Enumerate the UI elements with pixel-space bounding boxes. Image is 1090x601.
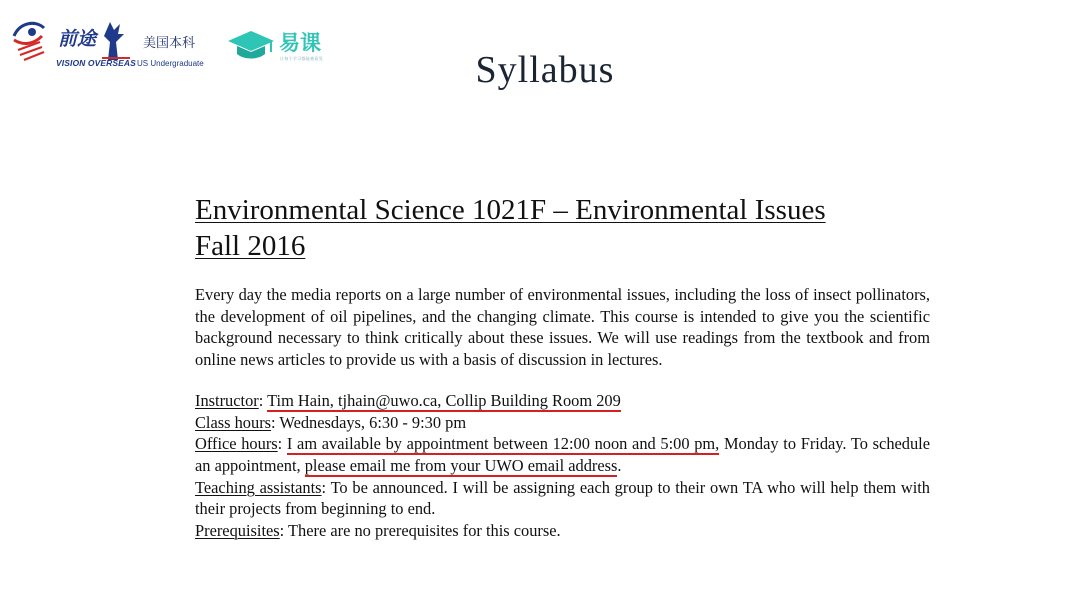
vision-overseas-en-name: VISION OVERSEAS [56,58,136,68]
class-hours-row: Class hours: Wednesdays, 6:30 - 9:30 pm [195,412,467,432]
yike-slogan: 让每个学习都能被看见 [280,56,323,61]
prerequisites-label: Prerequisites [195,521,280,541]
prerequisites-value: There are no prerequisites for this course. [288,521,561,541]
yike-cn-name: 易课 [279,31,321,55]
office-hours-availability: I am available by appointment between 12:00 noon and 5:00 pm, [286,434,720,454]
vision-overseas-cn-label: 美国本科 [143,36,196,51]
course-title-line2: Fall 2016 [195,230,306,262]
office-hours-label: Office hours [195,434,278,454]
instructor-value: Tim Hain, tjhain@uwo.ca, Collip Building Room 209 [267,390,621,410]
class-hours-label: Class hours [195,412,272,432]
office-hours-end: . [617,455,622,475]
instructor-row: Instructor: Tim Hain, tjhain@uwo.ca, Collip Building Room 209 [195,390,621,410]
syllabus-document [195,192,930,542]
slide-title: Syllabus [475,49,615,91]
vision-overseas-cn-name: 前途 [58,28,97,50]
prerequisites-row: Prerequisites: There are no prerequisites for this course. [195,521,561,541]
course-title [195,192,930,264]
office-hours-email-note: please email me from your UWO email address [304,455,618,475]
teaching-assistants-row: Teaching assistants: To be announced. I will be assigning each group to their own TA who will help them with their projects from beginning to end. [195,477,931,519]
instructor-label: Instructor [195,390,259,410]
class-hours-value: Wednesdays, 6:30 - 9:30 pm [279,412,467,432]
vision-overseas-en-sub: US Undergraduate [137,59,204,68]
course-title-line1: Environmental Science 1021F – Environmental Issues [195,194,826,226]
office-hours-days: Monday to Friday. To schedule an appointment, [195,434,931,475]
teaching-assistants-label: Teaching assistants [195,477,322,497]
office-hours-row: Office hours: I am available by appointment between 12:00 noon and 5:00 pm, Monday to Friday. To schedule an appointment, please email me from your UWO email address. [195,434,931,475]
course-info [195,390,930,542]
course-intro: Every day the media reports on a large number of environmental issues, including the loss of insect pollinators, the development of oil pipelines, and the changing climate. This course is intended to give you the scientific background necessary to think critically about these issues. We will use readings from the textbook and from online news articles to provide us with a basis of discussion in lectures. [195,285,930,370]
teaching-assistants-value: To be announced. I will be assigning each group to their own TA who will help them with their projects from beginning to end. [195,477,931,519]
